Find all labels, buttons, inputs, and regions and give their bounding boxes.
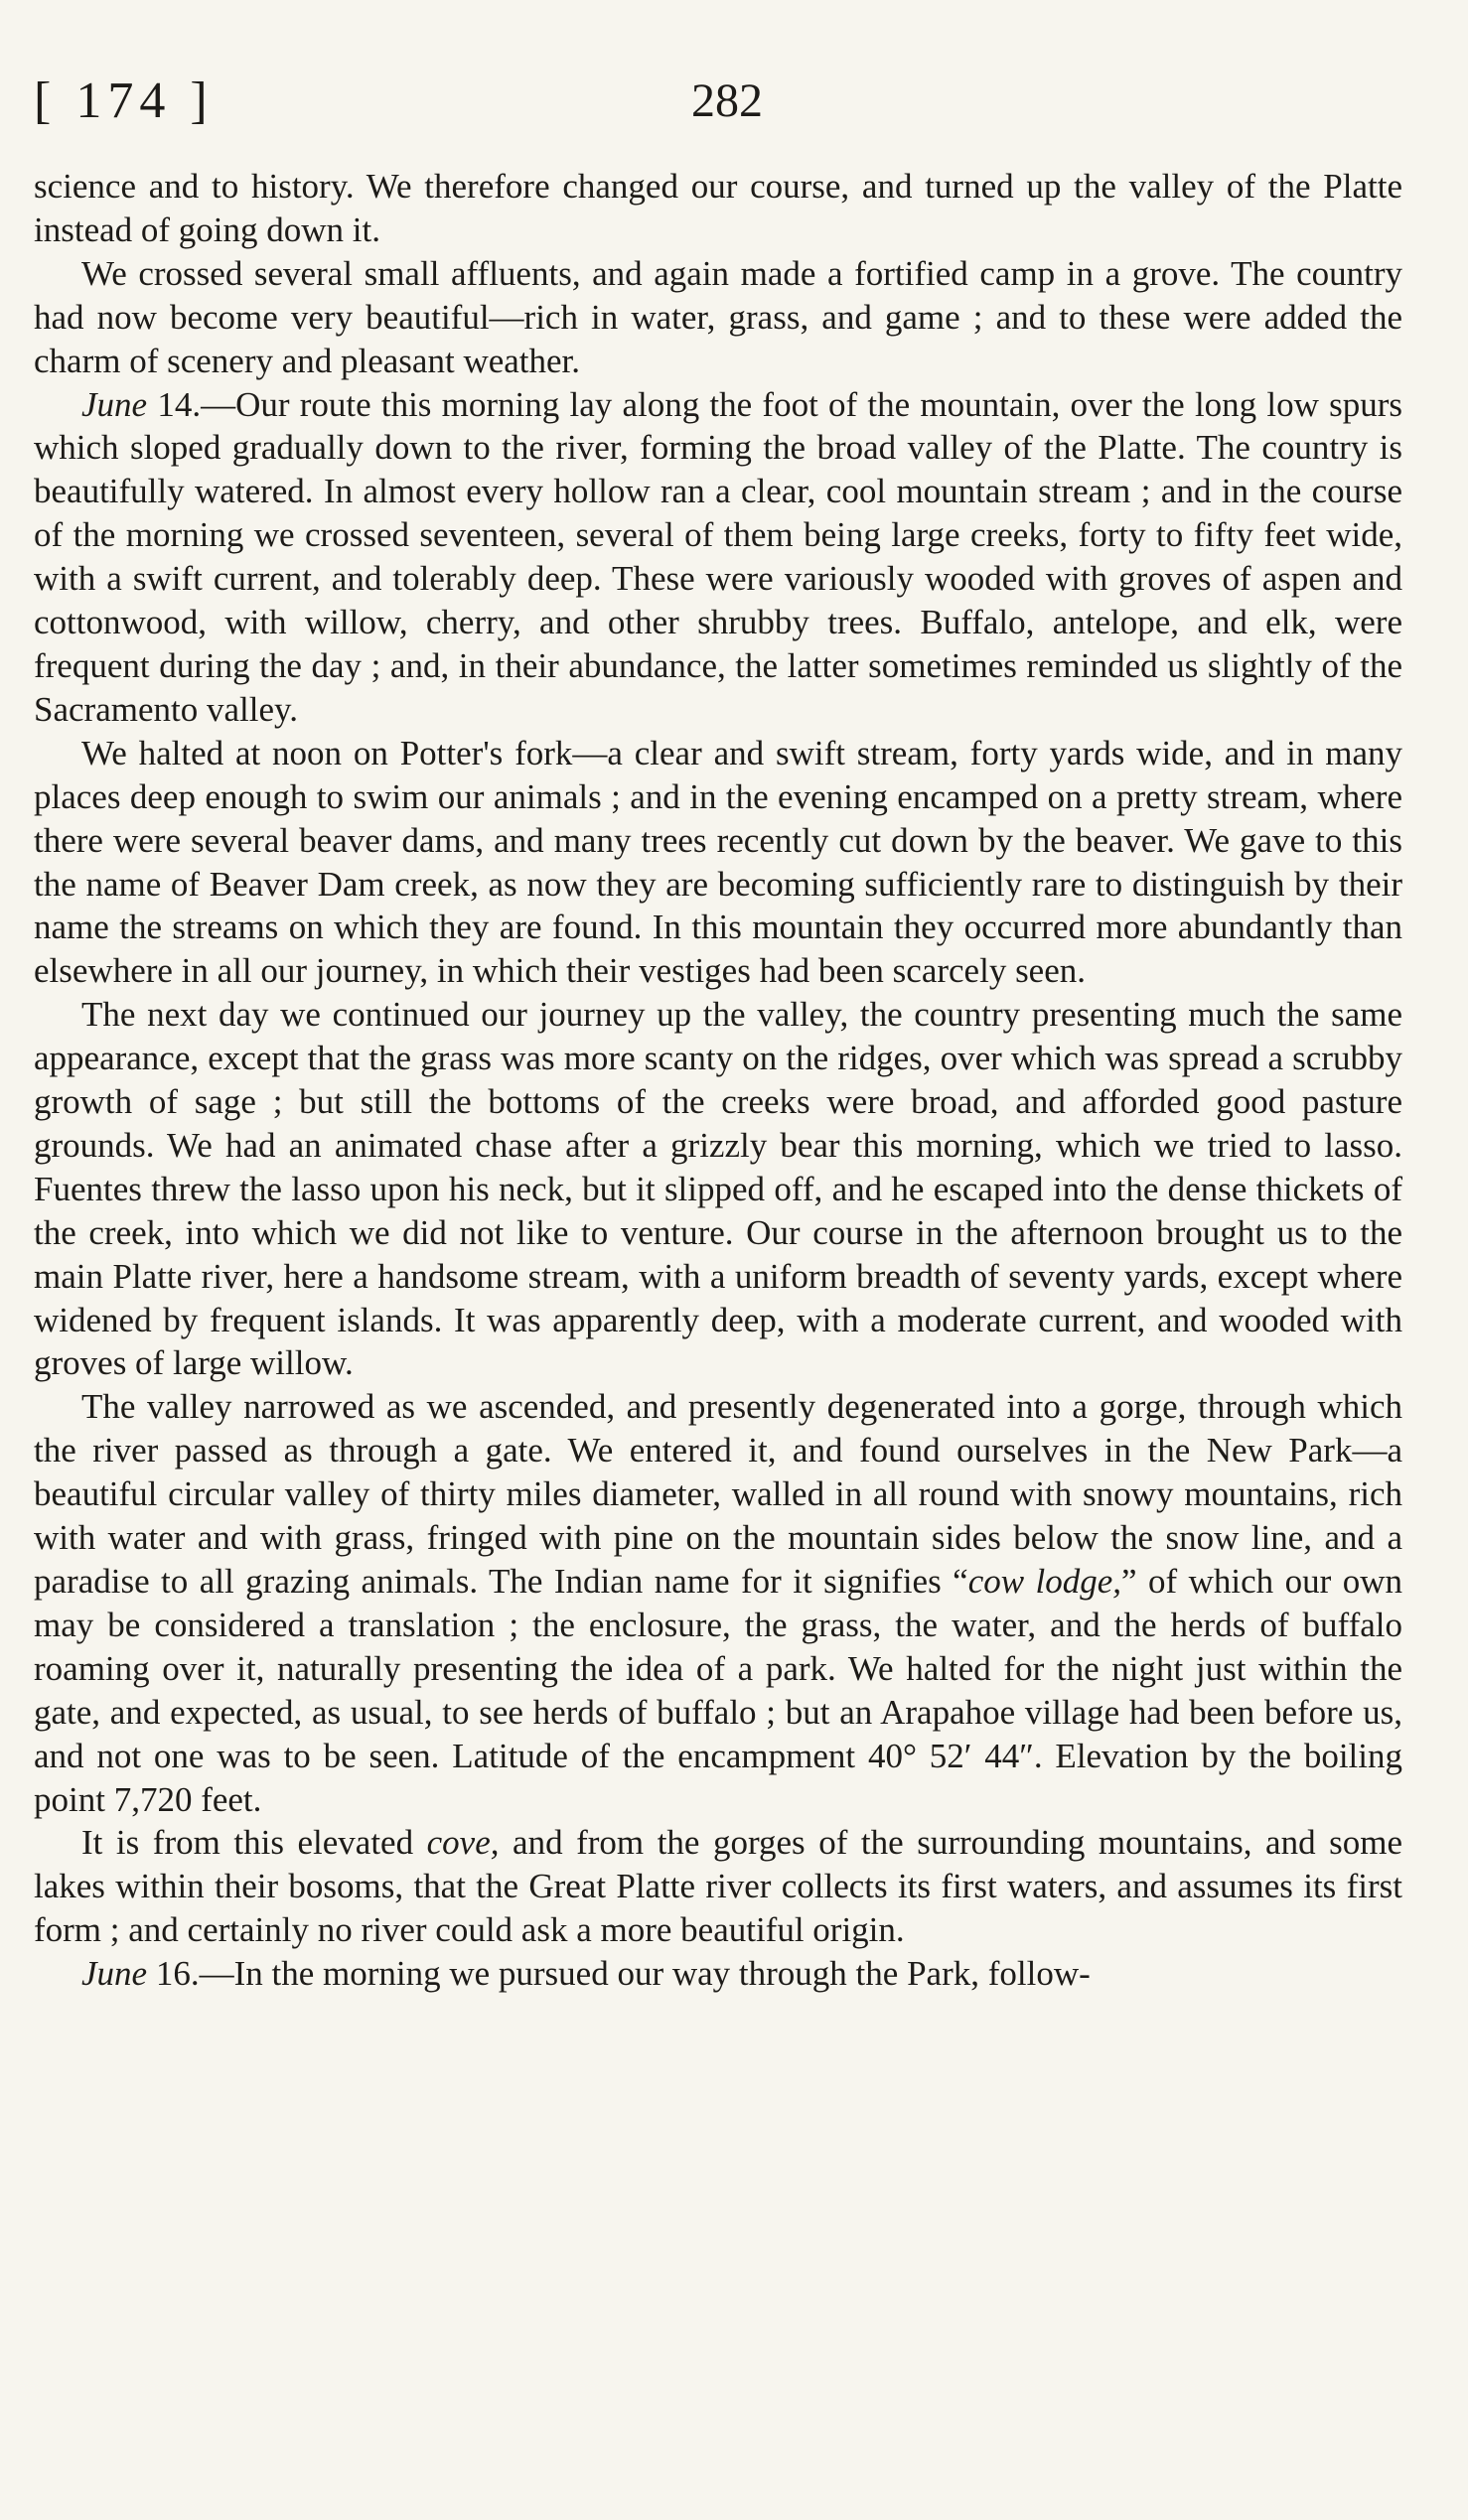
italic-phrase: cove,	[426, 1823, 500, 1863]
paragraph-3	[34, 383, 1402, 732]
paragraph-4	[34, 732, 1402, 993]
paragraph-text: 14.—Our route this morning lay along the foot of the mountain, over the long low spurs which sloped gradually down to the river, forming the broad valley of the Platte. The country is beautifully watered. In almost every hollow ran a clear, cool mountain stream ; and in the course of the morning we crossed seventeen, several of them being large creeks, forty to fifty feet wide, with a swift current, and tolerably deep. These were variously wooded with groves of aspen and cottonwood, with willow, cherry, and other shrubby trees. Buffalo, antelope, and elk, were frequent during the day ; and, in their abundance, the latter sometimes reminded us slightly of the Sacramento valley.	[34, 384, 1403, 729]
paragraph-text: The next day we continued our journey up the valley, the country presenting much the same appearance, except that the grass was more scanty on the ridges, over which was spread a scrubby growth of sage ; but still the bottoms of the creeks were broad, and afforded good pasture grounds. We had an animated chase after a grizzly bear this morning, which we tried to lasso. Fuentes threw the lasso upon his neck, but it slipped off, and he escaped into the dense thickets of the creek, into which we did not like to venture. Our course in the afternoon brought us to the main Platte river, here a handsome stream, with a uniform breadth of seventy yards, except where widened by frequent islands. It was apparently deep, with a moderate current, and wooded with groves of large willow.	[34, 995, 1402, 1383]
paragraph-7	[34, 1821, 1402, 1952]
paragraph-text: 16.—In the morning we pursued our way through the Park, follow-	[155, 1954, 1091, 1994]
date-label: June	[81, 1954, 148, 1994]
paragraph-text: We halted at noon on Potter's fork—a clear and swift stream, forty yards wide, and in many places deep enough to swim our animals ; and in the evening encamped on a pretty stream, where there were several beaver dams, and many trees recently cut down by the beaver. We gave to this the name of Beaver Dam creek, as now they are becoming sufficiently rare to distinguish by their name the streams on which they are found. In this mountain they occurred more abundantly than elsewhere in all our journey, in which their vestiges had been scarcely seen.	[34, 733, 1402, 991]
paragraph-2	[34, 252, 1402, 383]
paragraph-text: We crossed several small affluents, and again made a fortified camp in a grove. The country had now become very beautiful—rich in water, grass, and game ; and to these were added the charm of scenery and pleasant weather.	[34, 253, 1402, 380]
page-number: 282	[691, 74, 763, 127]
paragraph-8	[34, 1952, 1402, 1996]
paragraph-text: science and to history. We therefore changed our course, and turned up the valley of the Platte instead of going down it.	[34, 167, 1402, 249]
folio-number: [ 174 ]	[34, 72, 214, 129]
date-label: June	[81, 384, 148, 424]
italic-phrase: cow lodge,	[967, 1562, 1122, 1601]
paragraph-text: It is from this elevated	[81, 1823, 414, 1863]
page-body	[34, 165, 1402, 1996]
paragraph-text: The valley narrowed as we ascended, and presently degenerated into a gorge, through which the river passed as through a gate. We entered it, and found ourselves in the New Park—a beautiful circular valley of thirty miles diameter, walled in all round with snowy mountains, rich with water and with grass, fringed with pine on the mountain sides below the snow line, and a paradise to all grazing animals. The Indian name for it signifies “	[34, 1387, 1402, 1601]
paragraph-text: and from the gorges of the surrounding mountains, and some lakes within their bosoms, that the Great Platte river collects its first waters, and assumes its first form ; and certainly no river could ask a more beautiful origin.	[34, 1823, 1402, 1950]
paragraph-6	[34, 1385, 1402, 1821]
paragraph-1	[34, 165, 1402, 252]
paragraph-text: ” of which our own may be considered a translation ; the enclosure, the grass, the water, and the herds of buffalo roaming over it, naturally presenting the idea of a park. We halted for the night just within the gate, and expected, as usual, to see herds of buffalo ; but an Arapahoe village had been before us, and not one was to be seen. Latitude of the encampment 40° 52′ 44″. Elevation by the boiling point 7,720 feet.	[34, 1562, 1402, 1819]
page-header	[34, 62, 1434, 141]
paragraph-5	[34, 993, 1402, 1385]
